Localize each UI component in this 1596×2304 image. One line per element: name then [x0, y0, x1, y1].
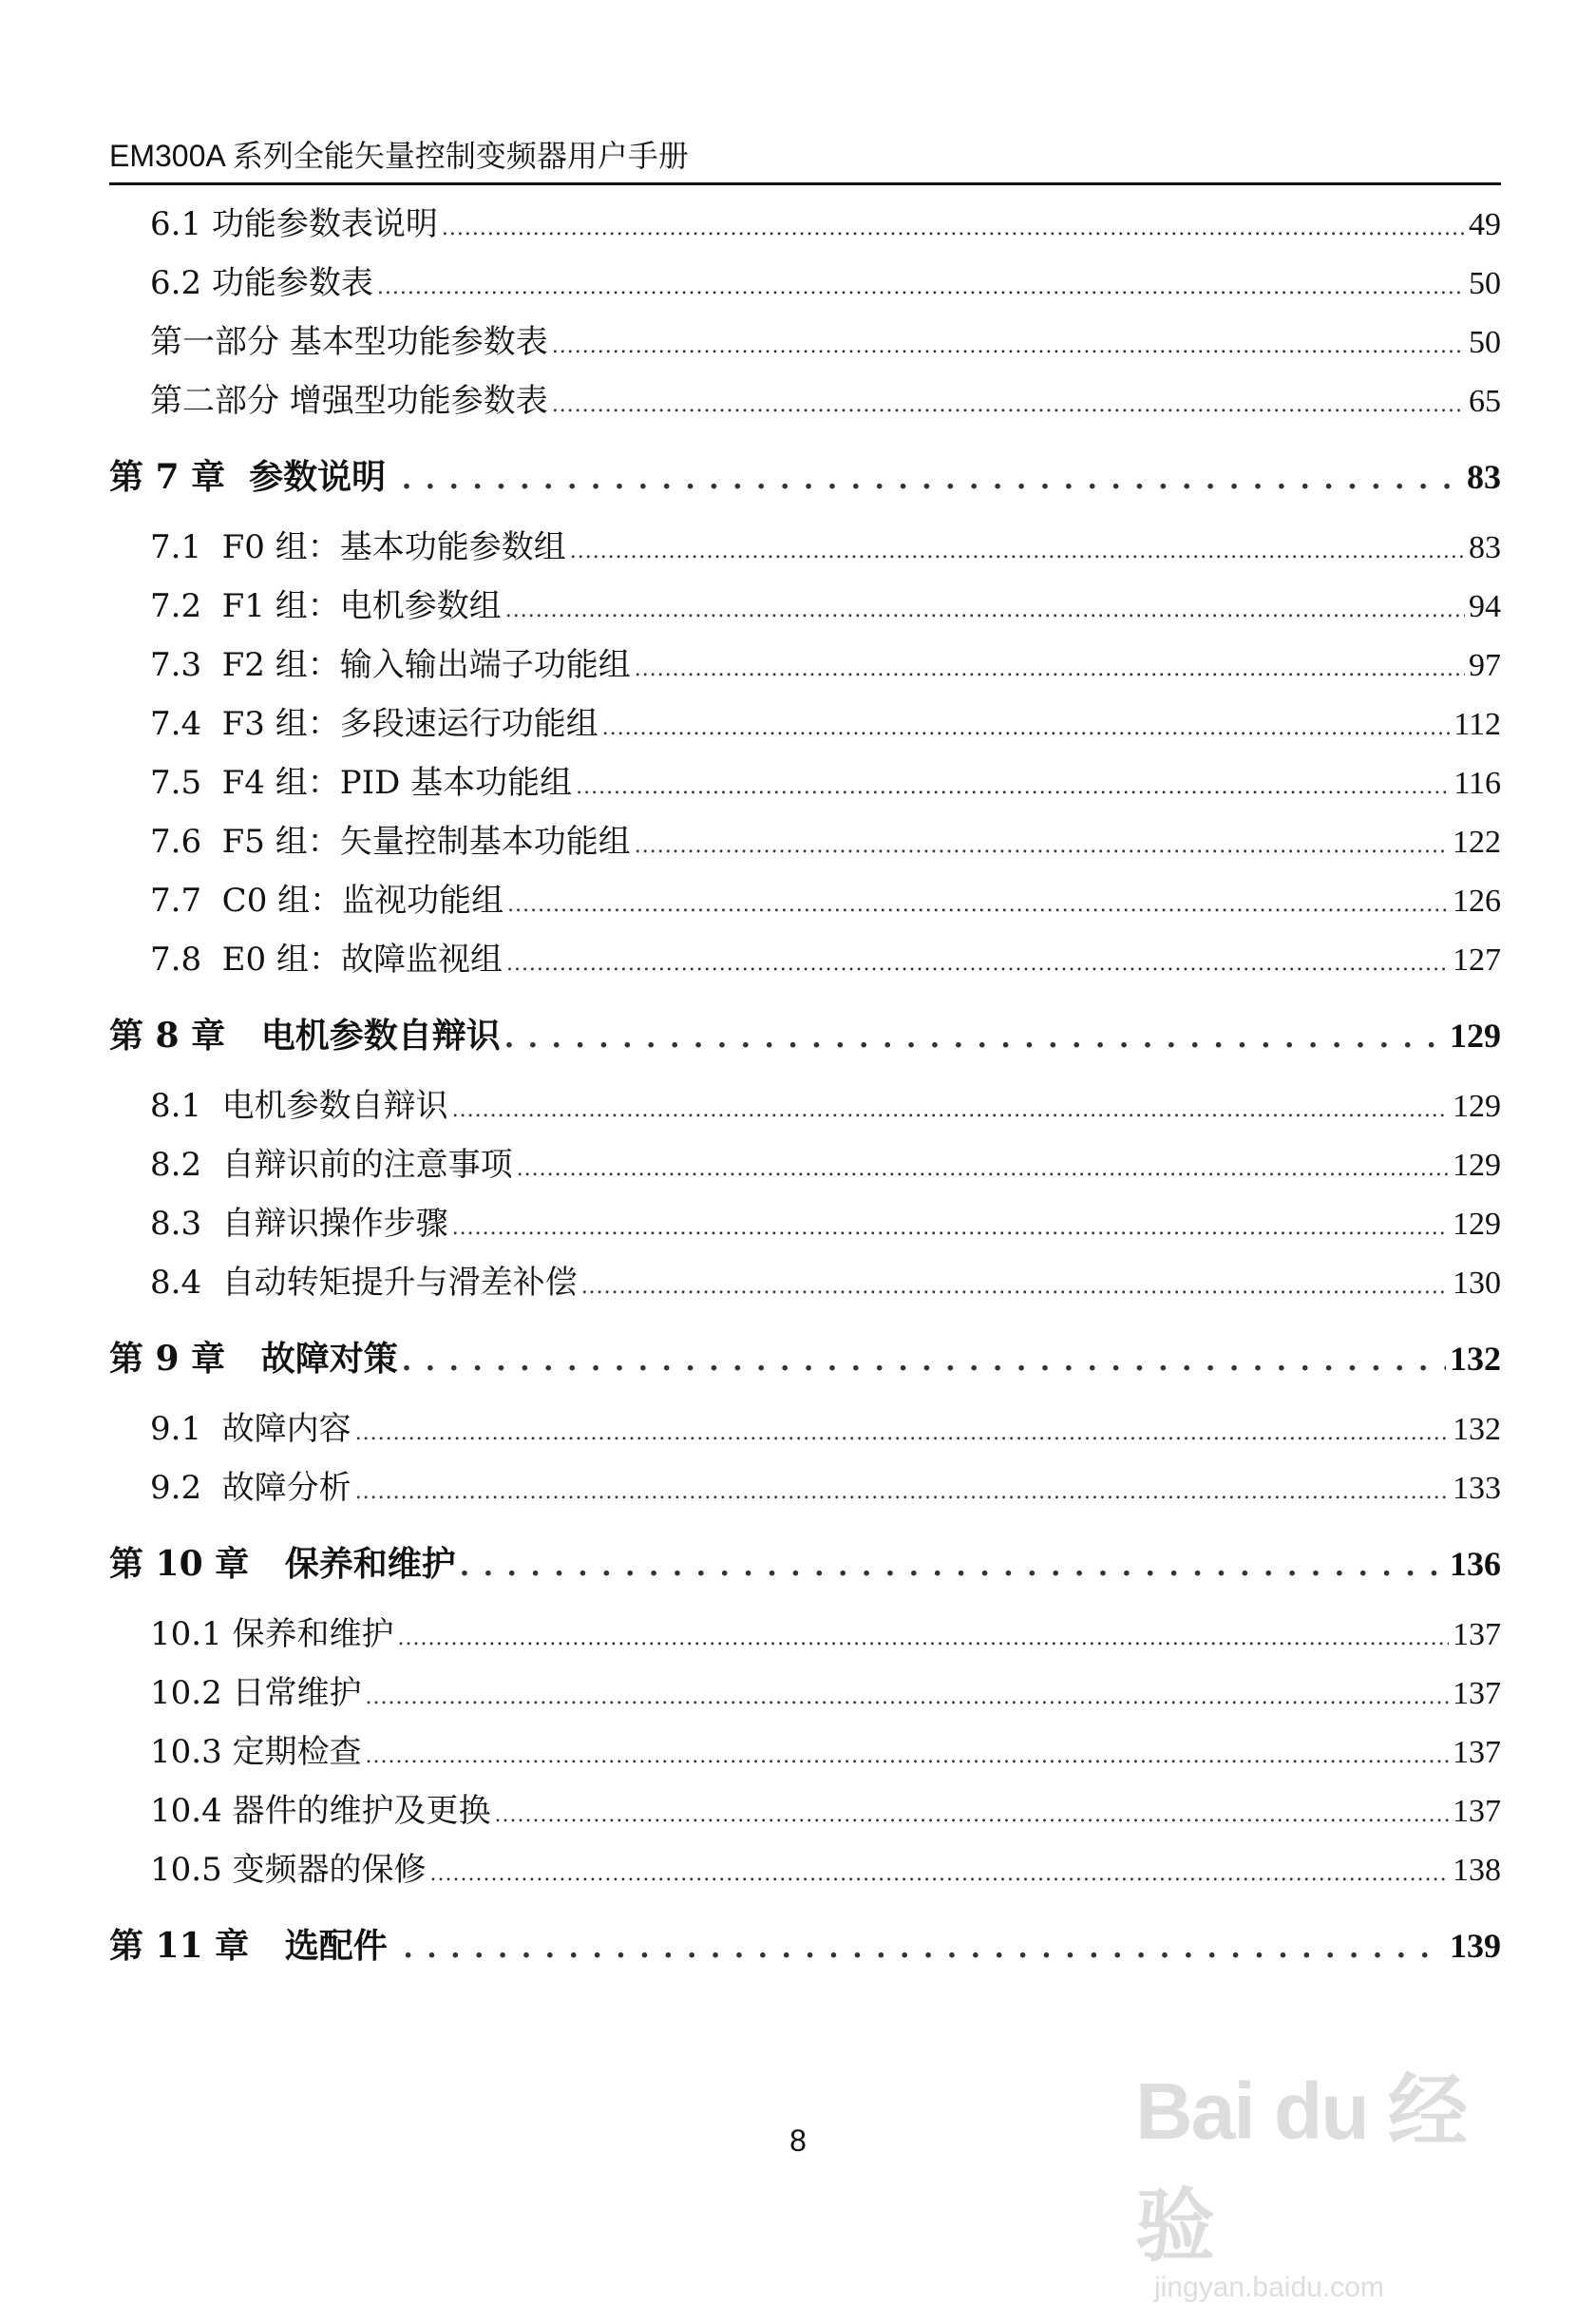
toc-entry-page: 129 — [1453, 1148, 1501, 1183]
toc-section-entry[interactable] — [109, 1194, 1501, 1253]
toc-leader-dots — [505, 577, 1465, 640]
toc-leader-dots — [570, 518, 1465, 581]
toc-entry-label: 9.2 故障分析 — [150, 1469, 352, 1507]
toc-entry-label: 10.4 器件的维护及更换 — [150, 1792, 491, 1830]
toc-entry-page: 127 — [1453, 943, 1501, 978]
toc-section-entry[interactable] — [109, 695, 1501, 753]
toc-section-entry[interactable] — [109, 636, 1501, 695]
toc-entry-label: 第一部分 基本型功能参数表 — [150, 323, 548, 361]
toc-leader-dots — [495, 1781, 1449, 1845]
toc-chapter-entry[interactable] — [109, 436, 1501, 518]
toc-entry-label: 第 9 章 故障对策 — [109, 1339, 398, 1379]
page-number: 8 — [789, 2123, 807, 2158]
toc-entry-label: 10.1 保养和维护 — [150, 1615, 394, 1653]
toc-chapter-entry[interactable] — [109, 995, 1501, 1076]
toc-leader-dots — [635, 636, 1465, 699]
toc-entry-page: 83 — [1469, 530, 1501, 565]
toc-leader-dots — [366, 1664, 1449, 1727]
toc-section-entry[interactable] — [109, 518, 1501, 577]
toc-section-entry[interactable] — [109, 195, 1501, 254]
toc-section-entry[interactable] — [109, 577, 1501, 636]
toc-section-entry[interactable] — [109, 1723, 1501, 1781]
toc-leader-dots — [366, 1723, 1449, 1786]
toc-section-entry[interactable] — [109, 1781, 1501, 1840]
toc-entry-page: 139 — [1450, 1927, 1501, 1965]
toc-section-entry[interactable] — [109, 1605, 1501, 1664]
toc-leader-dots — [576, 753, 1450, 817]
toc-section-entry[interactable] — [109, 1135, 1501, 1194]
toc-section-entry[interactable] — [109, 930, 1501, 989]
toc-leader-dots — [355, 1400, 1449, 1463]
toc-entry-page: 116 — [1454, 766, 1501, 801]
toc-entry-label: 第 11 章 选配件 — [109, 1926, 400, 1966]
toc-leader-dots — [402, 436, 1463, 521]
toc-entry-page: 129 — [1453, 1207, 1501, 1242]
toc-entry-page: 133 — [1453, 1471, 1501, 1506]
watermark-logo: Bai du 经验 — [1135, 2066, 1467, 2271]
toc-section-entry[interactable] — [109, 1664, 1501, 1723]
toc-leader-dots — [552, 371, 1465, 435]
toc-section-entry[interactable] — [109, 1253, 1501, 1312]
toc-entry-label: 7.3 F2 组：输入输出端子功能组 — [150, 646, 631, 684]
toc-chapter-entry[interactable] — [109, 1905, 1501, 1987]
toc-entry-label: 8.3 自辩识操作步骤 — [150, 1205, 448, 1243]
toc-leader-dots — [504, 995, 1446, 1079]
toc-entry-page: 126 — [1453, 884, 1501, 919]
toc-entry-page: 129 — [1453, 1089, 1501, 1124]
toc-section-entry[interactable] — [109, 1400, 1501, 1458]
toc-section-entry[interactable] — [109, 1076, 1501, 1135]
toc-entry-label: 7.7 C0 组：监视功能组 — [150, 882, 504, 920]
toc-entry-label: 第 7 章 参数说明 — [109, 457, 398, 497]
toc-entry-label: 7.2 F1 组：电机参数组 — [150, 587, 502, 625]
toc-entry-label: 7.4 F3 组：多段速运行功能组 — [150, 705, 598, 743]
toc-section-entry[interactable] — [109, 812, 1501, 871]
toc-entry-page: 137 — [1453, 1794, 1501, 1829]
toc-entry-page: 129 — [1450, 1017, 1501, 1055]
toc-leader-dots — [552, 313, 1465, 376]
toc-entry-page: 112 — [1454, 707, 1501, 742]
toc-leader-dots — [635, 812, 1449, 876]
toc-entry-label: 6.2 功能参数表 — [150, 264, 373, 302]
toc-entry-page: 132 — [1450, 1340, 1501, 1378]
toc-leader-dots — [355, 1458, 1449, 1522]
toc-entry-label: 8.2 自辩识前的注意事项 — [150, 1146, 513, 1184]
toc-entry-label: 10.5 变频器的保修 — [150, 1851, 427, 1889]
toc-entry-page: 136 — [1450, 1545, 1501, 1583]
toc-section-entry[interactable] — [109, 1840, 1501, 1899]
toc-entry-page: 97 — [1469, 648, 1501, 683]
toc-entry-page: 130 — [1453, 1266, 1501, 1301]
toc-chapter-entry[interactable] — [109, 1318, 1501, 1400]
toc-entry-page: 83 — [1467, 458, 1501, 496]
toc-leader-dots — [460, 1523, 1446, 1608]
watermark-url: jingyan.baidu.com — [1154, 2272, 1384, 2303]
table-of-contents — [109, 195, 1501, 1987]
toc-entry-label: 9.1 故障内容 — [150, 1410, 352, 1448]
toc-entry-label: 7.6 F5 组：矢量控制基本功能组 — [150, 823, 631, 861]
toc-entry-page: 49 — [1469, 207, 1501, 242]
toc-entry-page: 132 — [1453, 1412, 1501, 1447]
toc-leader-dots — [442, 195, 1465, 258]
toc-entry-page: 50 — [1469, 266, 1501, 301]
toc-section-entry[interactable] — [109, 871, 1501, 930]
toc-entry-label: 第 8 章 电机参数自辩识 — [109, 1016, 501, 1056]
toc-entry-label: 8.4 自动转矩提升与滑差补偿 — [150, 1264, 578, 1302]
toc-entry-label: 7.5 F4 组：PID 基本功能组 — [150, 764, 573, 802]
toc-section-entry[interactable] — [109, 753, 1501, 812]
toc-leader-dots — [398, 1605, 1449, 1668]
toc-leader-dots — [377, 254, 1465, 317]
toc-leader-dots — [402, 1318, 1446, 1402]
toc-leader-dots — [517, 1135, 1449, 1199]
toc-leader-dots — [430, 1840, 1449, 1904]
toc-entry-label: 7.8 E0 组：故障监视组 — [150, 941, 503, 979]
toc-entry-label: 10.3 定期检查 — [150, 1733, 362, 1771]
toc-entry-page: 138 — [1453, 1853, 1501, 1888]
toc-section-entry[interactable] — [109, 254, 1501, 313]
toc-chapter-entry[interactable] — [109, 1523, 1501, 1605]
toc-entry-page: 137 — [1453, 1676, 1501, 1711]
toc-entry-page: 137 — [1453, 1617, 1501, 1652]
toc-entry-page: 65 — [1469, 384, 1501, 419]
toc-entry-label: 7.1 F0 组：基本功能参数组 — [150, 528, 566, 566]
toc-leader-dots — [507, 871, 1449, 935]
toc-leader-dots — [506, 930, 1449, 994]
toc-section-entry[interactable] — [109, 1458, 1501, 1517]
toc-entry-label: 6.1 功能参数表说明 — [150, 205, 438, 243]
toc-leader-dots — [602, 695, 1451, 758]
toc-section-entry[interactable] — [109, 371, 1501, 430]
toc-entry-label: 8.1 电机参数自辩识 — [150, 1087, 448, 1125]
toc-entry-page: 50 — [1469, 325, 1501, 360]
toc-entry-label: 第二部分 增强型功能参数表 — [150, 382, 548, 420]
toc-section-entry[interactable] — [109, 313, 1501, 371]
toc-leader-dots — [581, 1253, 1449, 1317]
running-header: EM300A 系列全能矢量控制变频器用户手册 — [109, 133, 1501, 185]
toc-entry-page: 94 — [1469, 589, 1501, 624]
toc-entry-page: 137 — [1453, 1735, 1501, 1770]
toc-entry-label: 第 10 章 保养和维护 — [109, 1544, 456, 1584]
toc-leader-dots — [452, 1194, 1449, 1258]
baidu-jingyan-watermark — [1135, 2047, 1534, 2303]
toc-entry-page: 122 — [1453, 825, 1501, 860]
toc-leader-dots — [403, 1905, 1446, 1990]
toc-entry-label: 10.2 日常维护 — [150, 1674, 362, 1712]
toc-leader-dots — [452, 1076, 1449, 1140]
